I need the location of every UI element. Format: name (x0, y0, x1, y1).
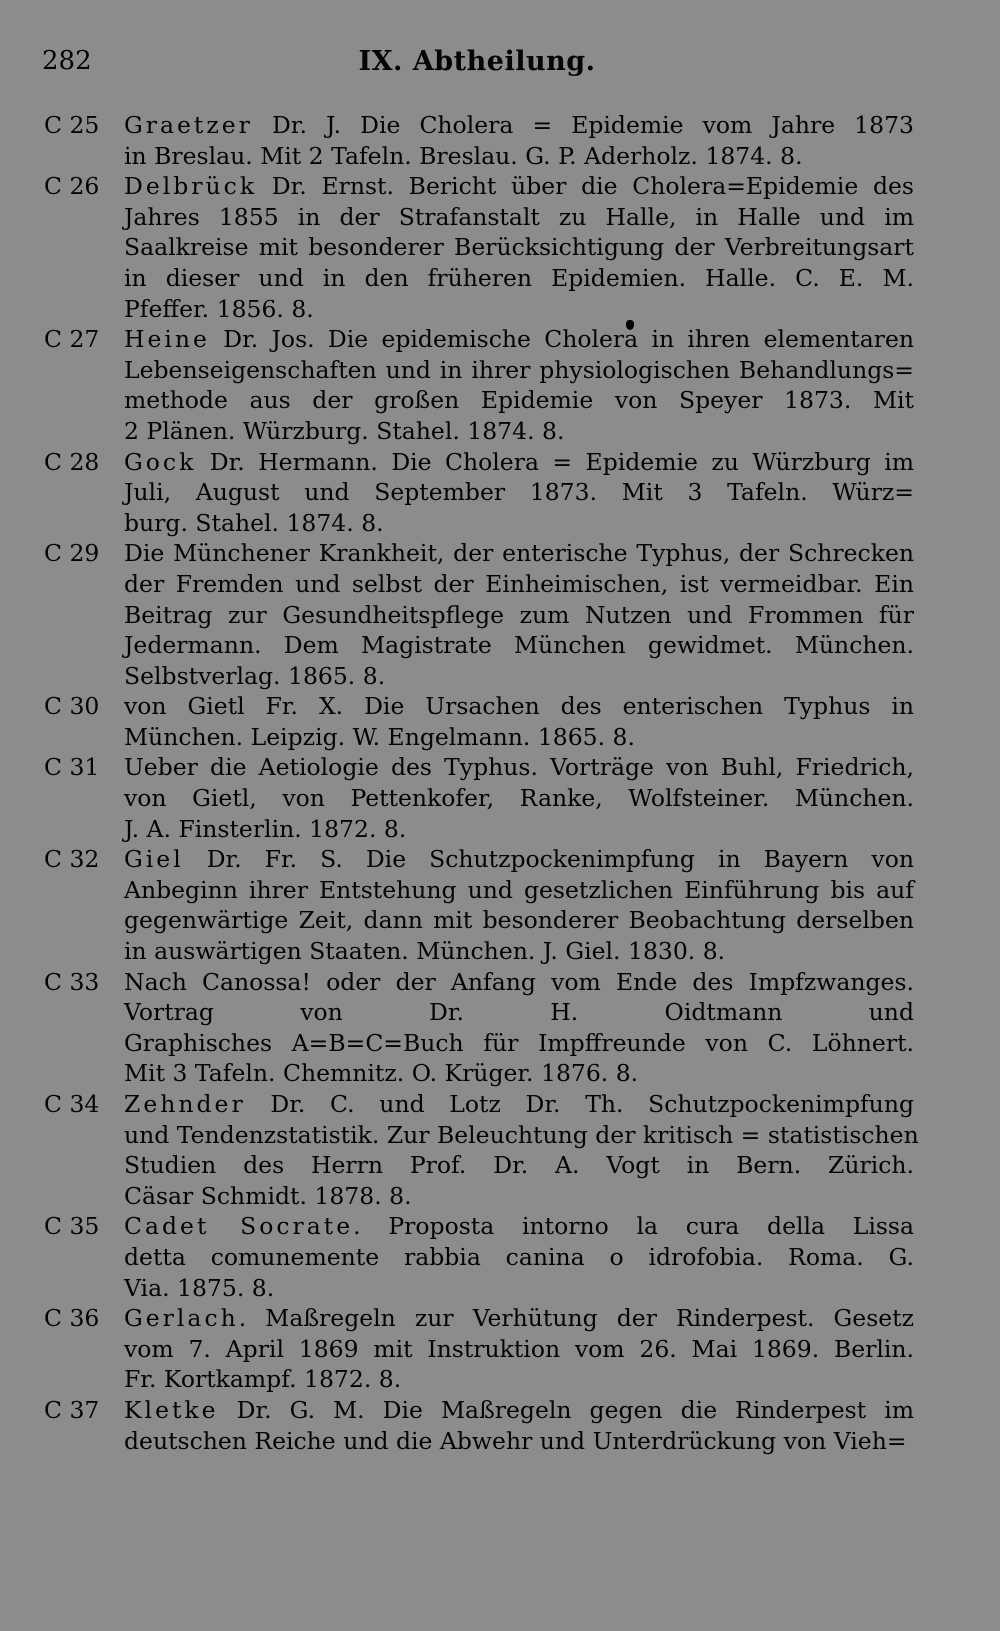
entry-text: deutschen Reiche und die Abwehr und Unterdrückung von Vieh= (124, 1426, 907, 1455)
entry-line (124, 783, 914, 814)
entry-line (124, 1120, 919, 1151)
entry-signature: C 36 (44, 1304, 100, 1333)
entry-line (124, 1303, 914, 1334)
entry-signature: C 33 (44, 967, 100, 996)
catalog-entry (44, 844, 914, 966)
entry-text: Studien des Herrn Prof. Dr. A. Vogt in Bern. Zürich. (124, 1151, 914, 1180)
entry-author: Giel (124, 845, 184, 874)
entry-text: München. Leipzig. W. Engelmann. 1865. 8. (124, 722, 635, 751)
entry-signature: C 35 (44, 1212, 100, 1241)
entry-line (124, 1242, 914, 1273)
entry-line (124, 447, 914, 478)
entry-line (124, 569, 914, 600)
entry-signature: C 25 (44, 111, 100, 139)
entry-line (124, 661, 914, 692)
entry-line (124, 1364, 914, 1395)
entry-text: . Proposta intorno la cura della Lissa (353, 1212, 915, 1241)
entry-signature: C 26 (44, 172, 100, 201)
entry-line (124, 263, 914, 294)
entry-text: Dr. Ernst. Bericht über die Cholera=Epidemie des (257, 172, 914, 201)
entry-line (124, 141, 914, 172)
entry-text: Dr. Fr. S. Die Schutzpockenimpfung in Bayern von (183, 845, 914, 874)
entry-author: Graetzer (124, 111, 253, 139)
entry-signature: C 30 (44, 692, 100, 721)
entry-line (124, 875, 914, 906)
entry-text: detta comunemente rabbia canina o idrofobia. Roma. G. (124, 1242, 914, 1271)
entry-signature: C 37 (44, 1395, 100, 1424)
entry-text: Jedermann. Dem Magistrate München gewidmet. München. (124, 631, 914, 660)
entry-line (124, 1426, 914, 1457)
entry-text: Via. 1875. 8. (124, 1273, 275, 1302)
entry-line (124, 1028, 914, 1059)
entry-line (124, 814, 914, 845)
running-head: IX. Abtheilung. (358, 46, 596, 77)
entry-text: Pfeffer. 1856. 8. (124, 294, 314, 323)
entry-author: Gerlach (124, 1304, 239, 1333)
entry-line (124, 477, 914, 508)
entry-text: . Maßregeln zur Verhütung der Rinderpest. Gesetz (238, 1304, 914, 1333)
entry-text: Graphisches A=B=C=Buch für Impffreunde von C. Löhnert. (124, 1028, 914, 1057)
entry-signature: C 28 (44, 447, 100, 476)
entry-line (124, 385, 914, 416)
entry-text: Dr. Jos. Die epidemische Cholera in ihren elementaren (209, 325, 914, 354)
entry-line (124, 355, 914, 386)
entry-author: Cadet Socrate (124, 1212, 354, 1241)
entry-line (124, 844, 914, 875)
entry-text: von Gietl, von Pettenkofer, Ranke, Wolfsteiner. München. (124, 784, 914, 813)
entry-text: Nach Canossa! oder der Anfang vom Ende des Impfzwanges. (124, 967, 914, 996)
entry-line (124, 752, 914, 783)
entry-line (124, 232, 914, 263)
entry-text: Vortrag von Dr. H. Oidtmann und (124, 998, 914, 1027)
entry-signature: C 27 (44, 325, 100, 354)
entry-line (124, 1334, 914, 1365)
catalog-entry (44, 967, 914, 1089)
entry-text: und Tendenzstatistik. Zur Beleuchtung der kritisch = statistischen (124, 1120, 919, 1149)
entry-text: Selbstverlag. 1865. 8. (124, 661, 386, 690)
entry-text: burg. Stahel. 1874. 8. (124, 508, 384, 537)
catalog-entries (44, 110, 919, 1456)
entry-line (124, 1150, 914, 1181)
catalog-entry (44, 110, 914, 171)
entry-line (124, 722, 914, 753)
entry-text: von Gietl Fr. X. Die Ursachen des enterischen Typhus in (124, 692, 914, 721)
entry-line (124, 508, 914, 539)
catalog-entry (44, 1395, 914, 1456)
entry-line (124, 294, 914, 325)
entry-author: Heine (124, 325, 210, 354)
entry-line (124, 936, 914, 967)
catalog-entry (44, 1089, 919, 1211)
entry-text: Dr. C. und Lotz Dr. Th. Schutzpockenimpfung (245, 1090, 914, 1118)
entry-line (124, 997, 914, 1028)
catalog-entry (44, 691, 914, 752)
entry-line (124, 416, 914, 447)
entry-text: Dr. G. M. Die Maßregeln gegen die Rinderpest im (218, 1395, 914, 1424)
entry-line (124, 1395, 914, 1426)
entry-text: Anbeginn ihrer Entstehung und gesetzlichen Einführung bis auf (124, 875, 914, 904)
entry-text: Lebenseigenschaften und in ihrer physiologischen Behandlungs= (124, 355, 914, 384)
entry-line (124, 538, 914, 569)
entry-text: Dr. J. Die Cholera = Epidemie vom Jahre 1873 (252, 111, 914, 139)
entry-text: J. A. Finsterlin. 1872. 8. (124, 814, 407, 843)
catalog-entry (44, 447, 914, 539)
catalog-entry (44, 1303, 914, 1395)
entry-text: Beitrag zur Gesundheitspflege zum Nutzen und Frommen für (124, 600, 914, 629)
entry-text: Saalkreise mit besonderer Berücksichtigung der Verbreitungsart (124, 233, 914, 262)
entry-text: Juli, August und September 1873. Mit 3 Tafeln. Würz= (124, 478, 914, 507)
entry-line (124, 967, 914, 998)
entry-author: Delbrück (124, 172, 258, 201)
entry-text: vom 7. April 1869 mit Instruktion vom 26. Mai 1869. Berlin. (124, 1334, 914, 1363)
entry-line (124, 630, 914, 661)
entry-line (124, 1089, 914, 1120)
entry-signature: C 31 (44, 753, 100, 782)
entry-text: Cäsar Schmidt. 1878. 8. (124, 1181, 412, 1210)
entry-text: gegenwärtige Zeit, dann mit besonderer Beobachtung derselben (124, 906, 914, 935)
entry-text: Ueber die Aetiologie des Typhus. Vorträge von Buhl, Friedrich, (124, 753, 914, 782)
entry-line (124, 171, 914, 202)
catalog-entry (44, 752, 914, 844)
entry-line (124, 905, 914, 936)
catalog-entry (44, 324, 914, 446)
entry-line (124, 324, 914, 355)
entry-signature: C 29 (44, 539, 100, 568)
entry-line (124, 110, 914, 141)
entry-text: Die Münchener Krankheit, der enterische Typhus, der Schrecken (124, 539, 914, 568)
entry-line (124, 1273, 914, 1304)
entry-text: in dieser und in den früheren Epidemien. Halle. C. E. M. (124, 263, 914, 292)
entry-signature: C 34 (44, 1090, 100, 1118)
entry-text: Jahres 1855 in der Strafanstalt zu Halle, in Halle und im (124, 202, 914, 231)
page-number: 282 (42, 46, 92, 76)
entry-line (124, 600, 914, 631)
entry-text: in auswärtigen Staaten. München. J. Giel. 1830. 8. (124, 937, 726, 966)
entry-text: Mit 3 Tafeln. Chemnitz. O. Krüger. 1876. 8. (124, 1059, 639, 1088)
entry-line (124, 1058, 914, 1089)
entry-author: Kletke (124, 1395, 219, 1424)
entry-text: Fr. Kortkampf. 1872. 8. (124, 1365, 402, 1394)
entry-line (124, 202, 914, 233)
entry-text: 2 Plänen. Würzburg. Stahel. 1874. 8. (124, 416, 565, 445)
entry-author: Gock (124, 447, 197, 476)
entry-text: Dr. Hermann. Die Cholera = Epidemie zu Würzburg im (196, 447, 914, 476)
catalog-entry (44, 1211, 914, 1303)
entry-text: methode aus der großen Epidemie von Speyer 1873. Mit (124, 386, 914, 415)
entry-text: der Fremden und selbst der Einheimischen, ist vermeidbar. Ein (124, 569, 914, 598)
entry-author: Zehnder (124, 1090, 246, 1118)
entry-line (124, 1181, 914, 1212)
catalog-entry (44, 171, 914, 324)
entry-text: in Breslau. Mit 2 Tafeln. Breslau. G. P. Aderholz. 1874. 8. (124, 141, 803, 170)
entry-line (124, 1211, 914, 1242)
entry-line (124, 691, 914, 722)
entry-signature: C 32 (44, 845, 100, 874)
catalog-entry (44, 538, 914, 691)
page-header (42, 46, 912, 86)
